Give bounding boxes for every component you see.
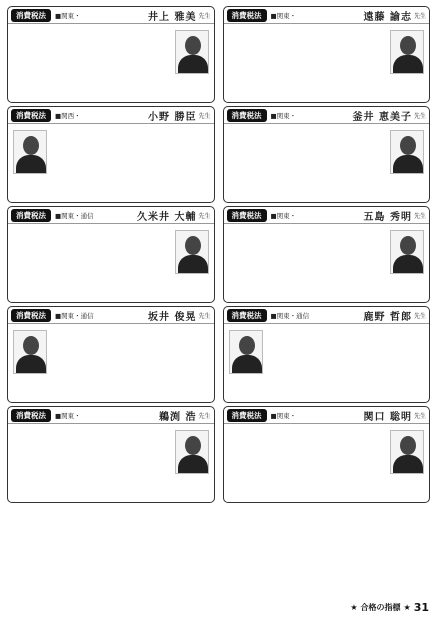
card-body xyxy=(224,324,430,403)
region-label: ■関東・通信 xyxy=(270,311,310,320)
teacher-card xyxy=(7,6,215,103)
card-body xyxy=(8,124,214,203)
teacher-card xyxy=(7,206,215,303)
region-label: ■関東・ xyxy=(270,11,297,20)
teacher-photo xyxy=(390,130,424,174)
honorific: 先生 xyxy=(198,312,211,320)
teacher-photo xyxy=(175,30,209,74)
teacher-name: 関口 聡明 xyxy=(363,411,412,423)
teacher-photo xyxy=(13,330,47,374)
star-icon: ★ xyxy=(350,603,358,612)
region-label: ■関西・ xyxy=(55,111,81,120)
honorific: 先生 xyxy=(413,112,426,120)
region-label: ■関東・通信 xyxy=(55,311,94,320)
subject-tag: 消費税法 xyxy=(227,209,267,222)
region-label: ■関東・ xyxy=(270,211,297,220)
region-label: ■関東・ xyxy=(270,411,297,420)
teacher-card xyxy=(7,406,215,503)
card-header xyxy=(224,307,430,324)
card-header xyxy=(8,207,214,224)
teacher-photo xyxy=(390,230,424,274)
subject-tag: 消費税法 xyxy=(227,309,267,322)
teacher-photo xyxy=(13,130,47,174)
teacher-photo xyxy=(175,230,209,274)
honorific: 先生 xyxy=(198,212,211,220)
card-body xyxy=(224,224,430,303)
teacher-photo xyxy=(229,330,263,374)
teacher-name: 鵜渕 浩 xyxy=(159,411,197,423)
teacher-card xyxy=(7,106,215,203)
card-header xyxy=(8,307,214,324)
card-header xyxy=(224,107,430,124)
subject-tag: 消費税法 xyxy=(227,409,267,422)
teacher-photo xyxy=(175,430,209,474)
teacher-card xyxy=(223,406,431,503)
card-body xyxy=(224,24,430,103)
teacher-photo xyxy=(390,430,424,474)
honorific: 先生 xyxy=(198,112,211,120)
subject-tag: 消費税法 xyxy=(11,209,51,222)
honorific: 先生 xyxy=(413,412,426,420)
card-body xyxy=(8,224,214,303)
card-header xyxy=(224,207,430,224)
honorific: 先生 xyxy=(198,412,211,420)
region-label: ■関東・ xyxy=(55,411,81,420)
teacher-name: 井上 雅美 xyxy=(148,11,197,23)
teacher-card xyxy=(223,206,431,303)
teacher-name: 小野 勝臣 xyxy=(148,111,197,123)
card-body xyxy=(224,124,430,203)
card-body xyxy=(224,424,430,503)
card-header xyxy=(8,107,214,124)
subject-tag: 消費税法 xyxy=(11,309,51,322)
subject-tag: 消費税法 xyxy=(11,409,51,422)
teacher-name: 鹿野 哲郎 xyxy=(363,311,412,323)
page-number: 31 xyxy=(413,601,429,614)
teacher-name: 久米井 大輔 xyxy=(137,211,197,223)
honorific: 先生 xyxy=(413,312,426,320)
honorific: 先生 xyxy=(413,212,426,220)
card-body xyxy=(8,424,214,503)
star-separator-icon: ★ xyxy=(403,603,411,612)
card-body xyxy=(8,324,214,403)
card-header xyxy=(8,407,214,424)
teacher-name: 遠藤 諭志 xyxy=(363,11,412,23)
subject-tag: 消費税法 xyxy=(227,109,267,122)
honorific: 先生 xyxy=(198,12,211,20)
subject-tag: 消費税法 xyxy=(11,109,51,122)
page-footer xyxy=(350,601,429,614)
teacher-photo xyxy=(390,30,424,74)
card-grid xyxy=(7,6,430,603)
card-body xyxy=(8,24,214,103)
card-header xyxy=(224,407,430,424)
teacher-name: 五島 秀明 xyxy=(363,211,412,223)
teacher-card xyxy=(223,6,431,103)
teacher-card xyxy=(7,306,215,403)
region-label: ■関東・通信 xyxy=(55,211,94,220)
card-header xyxy=(8,7,214,24)
card-header xyxy=(224,7,430,24)
teacher-name: 坂井 俊晃 xyxy=(148,311,197,323)
teacher-card xyxy=(223,106,431,203)
teacher-name: 釜井 恵美子 xyxy=(352,111,412,123)
region-label: ■関東・ xyxy=(55,11,81,20)
subject-tag: 消費税法 xyxy=(227,9,267,22)
honorific: 先生 xyxy=(413,12,426,20)
teacher-card xyxy=(223,306,431,403)
footer-label: 合格の指標 xyxy=(360,603,401,612)
subject-tag: 消費税法 xyxy=(11,9,51,22)
region-label: ■関東・ xyxy=(270,111,297,120)
